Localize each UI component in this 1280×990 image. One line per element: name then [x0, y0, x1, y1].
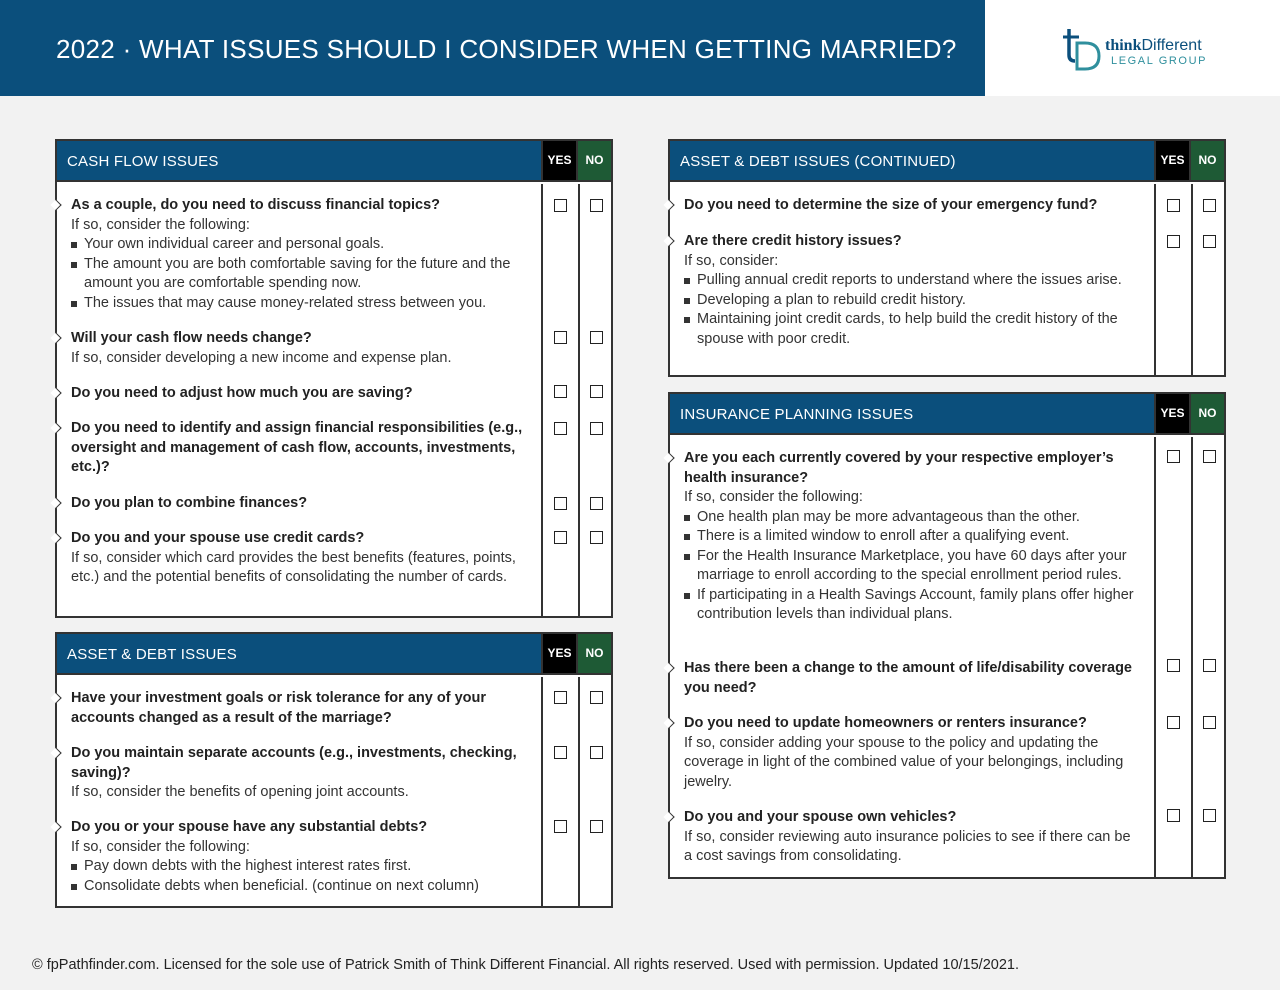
yes-checkbox[interactable]: [554, 531, 567, 544]
question-text: Have your investment goals or risk tolerance for any of your accounts changed as a result of the marriage?: [71, 690, 486, 726]
no-checkbox[interactable]: [590, 497, 603, 510]
question-hint: If so, consider the benefits of opening joint accounts.: [71, 784, 409, 800]
question-text: Do you maintain separate accounts (e.g., investments, checking, saving)?: [71, 745, 517, 781]
question-item: [57, 419, 527, 478]
yes-checkbox[interactable]: [1167, 199, 1180, 212]
yes-checkbox[interactable]: [554, 820, 567, 833]
bullet-item: Maintaining joint credit cards, to help build the credit history of the spouse with poor credit.: [684, 310, 1140, 349]
question-item: [670, 659, 1140, 698]
panel-header: [57, 141, 611, 182]
yes-checkbox[interactable]: [1167, 716, 1180, 729]
panel-header: [670, 141, 1224, 182]
bullet-item: The issues that may cause money-related stress between you.: [71, 294, 527, 314]
logo-wordmark: thinkDifferent: [1105, 37, 1202, 54]
question-item: [670, 196, 1140, 216]
question-text: Do you need to adjust how much you are saving?: [71, 385, 413, 401]
no-checkbox[interactable]: [590, 820, 603, 833]
panel-body: [57, 677, 611, 906]
question-text: Do you and your spouse use credit cards?: [71, 530, 365, 546]
question-hint: If so, consider reviewing auto insurance policies to see if there can be a cost savings from consolidating.: [684, 828, 1131, 864]
question-item: [57, 196, 527, 313]
question-text: Do you or your spouse have any substantial debts?: [71, 819, 428, 835]
panel-title: ASSET & DEBT ISSUES (CONTINUED): [680, 153, 956, 170]
bullet-item: The amount you are both comfortable saving for the future and the amount you are comfortable spending now.: [71, 255, 527, 294]
question-item: [670, 449, 1140, 625]
no-checkbox[interactable]: [1203, 235, 1216, 248]
question-hint: If so, consider the following:: [71, 216, 250, 233]
bullet-item: Pay down debts with the highest interest rates first.: [71, 857, 527, 877]
footer-copyright: © fpPathfinder.com. Licensed for the sole use of Patrick Smith of Think Different Financial. All rights reserved. Used with permission. Updated 10/15/2021.: [32, 957, 1019, 973]
page-title: 2022 · WHAT ISSUES SHOULD I CONSIDER WHEN GETTING MARRIED?: [56, 34, 957, 64]
no-column-header: NO: [576, 141, 611, 180]
bullet-item: Consolidate debts when beneficial. (continue on next column): [71, 877, 527, 897]
question-text: As a couple, do you need to discuss financial topics?: [71, 197, 441, 213]
cash-flow-panel: [55, 139, 613, 618]
question-item: [57, 818, 527, 896]
question-item: [670, 808, 1140, 867]
asset-debt-panel: [55, 632, 613, 908]
no-checkbox[interactable]: [590, 531, 603, 544]
no-checkbox[interactable]: [1203, 450, 1216, 463]
logo: [985, 0, 1280, 96]
logo-subtitle: LEGAL GROUP: [1111, 55, 1208, 67]
panel-body: [670, 437, 1224, 877]
yes-checkbox[interactable]: [1167, 450, 1180, 463]
question-hint: If so, consider which card provides the best benefits (features, points, etc.) and the potential benefits of consolidating the number of cards.: [71, 549, 516, 585]
no-checkbox[interactable]: [1203, 809, 1216, 822]
no-checkbox[interactable]: [590, 331, 603, 344]
no-checkbox[interactable]: [1203, 659, 1216, 672]
question-hint: If so, consider:: [684, 252, 779, 269]
bullet-item: There is a limited window to enroll after a qualifying event.: [684, 527, 1140, 547]
yes-checkbox[interactable]: [554, 385, 567, 398]
panel-body: [57, 184, 611, 616]
panel-title: CASH FLOW ISSUES: [67, 153, 219, 170]
question-hint: If so, consider developing a new income and expense plan.: [71, 349, 452, 366]
question-item: [57, 744, 527, 803]
question-text: Do you plan to combine finances?: [71, 495, 308, 511]
question-text: Do you need to update homeowners or renters insurance?: [684, 715, 1087, 731]
question-text: Will your cash flow needs change?: [71, 330, 312, 346]
yes-column-header: YES: [541, 634, 576, 673]
question-item: [57, 384, 527, 404]
header-bar: [0, 0, 985, 96]
no-column-header: NO: [1189, 141, 1224, 180]
no-checkbox[interactable]: [590, 691, 603, 704]
yes-checkbox[interactable]: [554, 746, 567, 759]
td-logo-icon: [1059, 25, 1105, 71]
yes-column-header: YES: [1154, 141, 1189, 180]
bullet-item: For the Health Insurance Marketplace, you have 60 days after your marriage to enroll according to the special enrollment period rules.: [684, 547, 1140, 586]
question-text: Are there credit history issues?: [684, 233, 902, 249]
question-item: [670, 232, 1140, 349]
panel-body: [670, 184, 1224, 375]
no-checkbox[interactable]: [590, 385, 603, 398]
no-checkbox[interactable]: [1203, 716, 1216, 729]
no-column-header: NO: [1189, 394, 1224, 433]
question-item: [57, 329, 527, 368]
question-hint: If so, consider adding your spouse to the policy and updating the coverage in light of the combined value of your belongings, including jewelry.: [684, 734, 1124, 790]
no-checkbox[interactable]: [590, 746, 603, 759]
bullet-item: One health plan may be more advantageous than the other.: [684, 508, 1140, 528]
question-item: [57, 494, 527, 514]
panel-title: ASSET & DEBT ISSUES: [67, 646, 237, 663]
question-text: Do you need to identify and assign financial responsibilities (e.g., oversight and management of cash flow, accounts, investments, etc.)?: [71, 420, 523, 475]
yes-checkbox[interactable]: [1167, 659, 1180, 672]
no-checkbox[interactable]: [1203, 199, 1216, 212]
no-checkbox[interactable]: [590, 199, 603, 212]
yes-checkbox[interactable]: [1167, 809, 1180, 822]
question-item: [57, 689, 527, 728]
panel-title: INSURANCE PLANNING ISSUES: [680, 406, 914, 423]
yes-checkbox[interactable]: [554, 199, 567, 212]
question-text: Are you each currently covered by your respective employer’s health insurance?: [684, 450, 1114, 486]
yes-checkbox[interactable]: [554, 422, 567, 435]
yes-checkbox[interactable]: [1167, 235, 1180, 248]
bullet-item: Pulling annual credit reports to understand where the issues arise.: [684, 271, 1140, 291]
bullet-item: Developing a plan to rebuild credit history.: [684, 291, 1140, 311]
no-checkbox[interactable]: [590, 422, 603, 435]
question-hint: If so, consider the following:: [684, 489, 863, 505]
question-hint: If so, consider the following:: [71, 838, 250, 855]
yes-checkbox[interactable]: [554, 497, 567, 510]
question-text: Do you and your spouse own vehicles?: [684, 809, 957, 825]
yes-column-header: YES: [1154, 394, 1189, 433]
bullet-item: Your own individual career and personal goals.: [71, 235, 527, 255]
asset-debt-continued-panel: [668, 139, 1226, 377]
panel-header: [57, 634, 611, 675]
insurance-panel: [668, 392, 1226, 879]
bullet-item: If participating in a Health Savings Account, family plans offer higher contribution levels than individual plans.: [684, 586, 1140, 625]
question-item: [670, 714, 1140, 792]
yes-checkbox[interactable]: [554, 331, 567, 344]
question-text: Has there been a change to the amount of life/disability coverage you need?: [684, 660, 1132, 696]
question-text: Do you need to determine the size of your emergency fund?: [684, 197, 1098, 213]
yes-column-header: YES: [541, 141, 576, 180]
panel-header: [670, 394, 1224, 435]
question-item: [57, 529, 527, 588]
no-column-header: NO: [576, 634, 611, 673]
yes-checkbox[interactable]: [554, 691, 567, 704]
